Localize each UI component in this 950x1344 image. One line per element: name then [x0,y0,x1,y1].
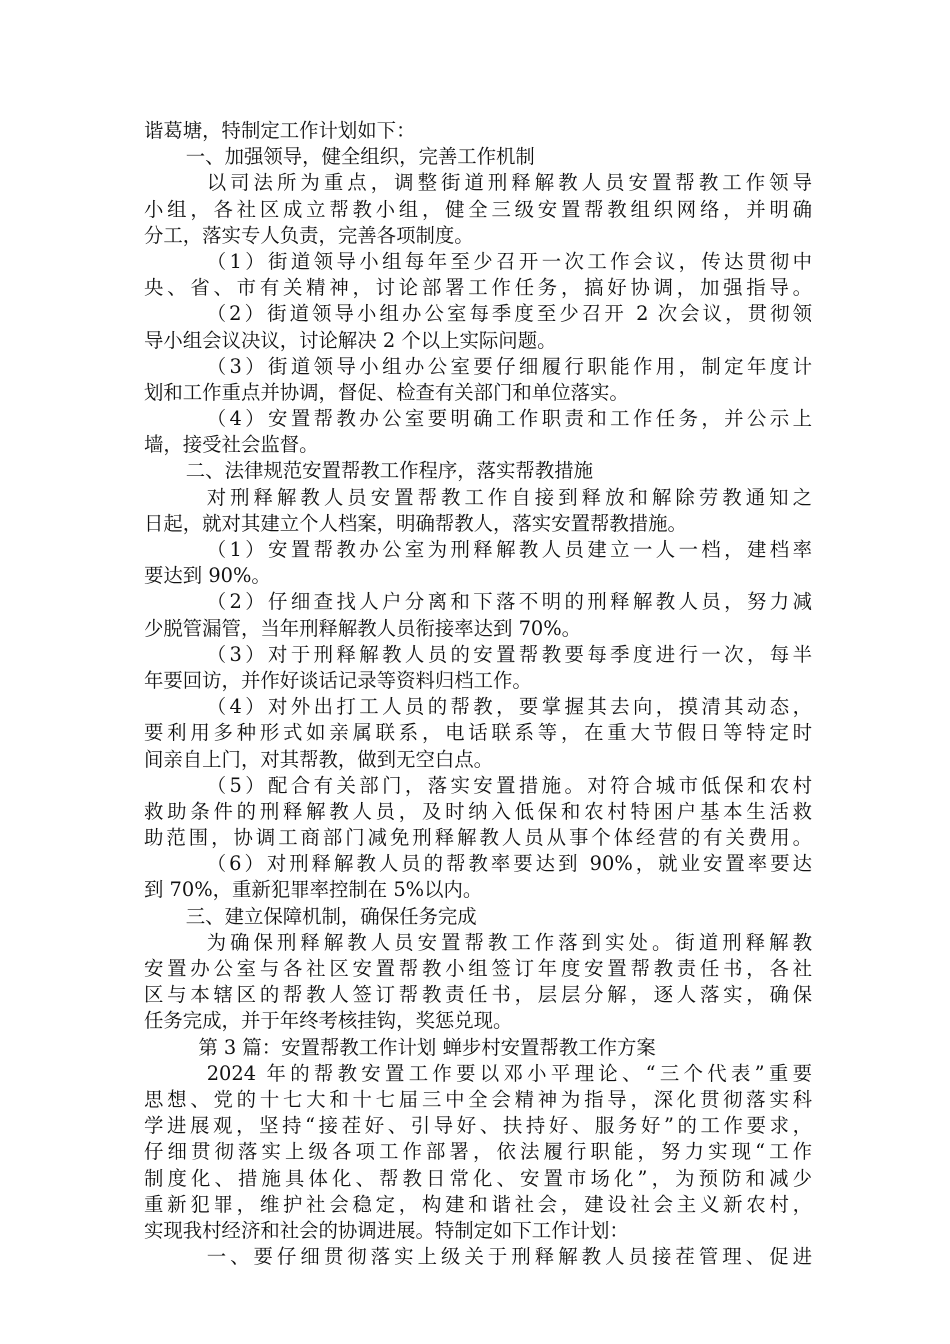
text-line: （2）仔细查找人户分离和下落不明的刑释解教人员，努力减 [206,590,812,614]
text-line: 分工，落实专人负责，完善各项制度。 [144,223,474,247]
text-line: 到 70%，重新犯罪率控制在 5%以内。 [144,878,483,902]
text-line: 墙，接受社会监督。 [144,433,319,457]
text-line: 划和工作重点并协调，督促、检查有关部门和单位落实。 [144,380,629,404]
text-line: 助范围，协调工商部门减免刑释解教人员从事个体经营的有关费用。 [144,826,812,850]
text-line: 安置办公室与各社区安置帮教小组签订年度安置帮教责任书，各社 [144,957,812,980]
text-line: （5）配合有关部门，落实安置措施。对符合城市低保和农村 [206,773,812,797]
text-line: （4）对外出打工人员的帮教，要掌握其去向，摸清其动态， [206,695,812,719]
text-line: （3）对于刑释解教人员的安置帮教要每季度进行一次，每半 [206,642,812,666]
text-line: 任务完成，并于年终考核挂钩，奖惩兑现。 [144,1009,513,1033]
text-line: 年要回访，并作好谈话记录等资料归档工作。 [144,668,532,692]
text-line: 一、要仔细贯彻落实上级关于刑释解教人员接茬管理、促进 [206,1245,812,1269]
text-line: 一、加强领导，健全组织，完善工作机制 [185,145,535,169]
text-line: 要达到 90%。 [144,564,271,588]
text-line: 日起，就对其建立个人档案，明确帮教人，落实安置帮教措施。 [144,511,687,535]
text-line: 谐葛塘，特制定工作计划如下： [144,119,416,142]
text-line: 第 3 篇：安置帮教工作计划 蝉步村安置帮教工作方案 [198,1035,656,1059]
text-line: 仔细贯彻落实上级各项工作部署，依法履行职能，努力实现“工作 [144,1140,812,1164]
text-line: 学进展观，坚持“接茬好、引导好、扶持好、服务好”的工作要求， [144,1114,812,1138]
text-line: 少脱管漏管，当年刑释解教人员衔接率达到 70%。 [144,616,582,640]
text-line: 重新犯罪，维护社会稳定，构建和谐社会，建设社会主义新农村， [144,1192,812,1216]
text-line: 导小组会议决议，讨论解决 2 个以上实际问题。 [144,328,557,352]
text-line: 三、建立保障机制，确保任务完成 [185,904,477,928]
text-line: 制度化、措施具体化、帮教日常化、安置市场化”，为预防和减少 [144,1166,812,1190]
text-line: 区与本辖区的帮教人签订帮教责任书，层层分解，逐人落实，确保 [144,983,812,1007]
text-line: 对刑释解教人员安置帮教工作自接到释放和解除劳教通知之 [206,485,812,509]
text-line: （3）街道领导小组办公室要仔细履行职能作用，制定年度计 [206,354,812,378]
text-line: 间亲自上门，对其帮教，做到无空白点。 [144,747,494,771]
document-body [144,118,812,1270]
text-line: 为确保刑释解教人员安置帮教工作落到实处。街道刑释解教 [206,930,812,954]
text-line: （1）街道领导小组每年至少召开一次工作会议，传达贯彻中 [206,249,812,273]
text-line: （4）安置帮教办公室要明确工作职责和工作任务，并公示上 [206,407,812,431]
text-line: 要利用多种形式如亲属联系，电话联系等，在重大节假日等特定时 [144,721,812,745]
text-line: 二、法律规范安置帮教工作程序，落实帮教措施 [185,459,593,483]
text-line: 救助条件的刑释解教人员，及时纳入低保和农村特困户基本生活救 [144,799,812,823]
text-line: 2024 年的帮教安置工作要以邓小平理论、“三个代表”重要 [206,1061,812,1085]
text-line: 实现我村经济和社会的协调进展。特制定如下工作计划： [144,1218,629,1242]
text-line: （1）安置帮教办公室为刑释解教人员建立一人一档，建档率 [206,538,812,561]
text-line: 思想、党的十七大和十七届三中全会精神为指导，深化贯彻落实科 [144,1087,812,1111]
text-line: （6）对刑释解教人员的帮教率要达到 90%，就业安置率要达 [206,852,812,876]
text-line: 央、省、市有关精神，讨论部署工作任务，搞好协调，加强指导。 [144,276,812,300]
text-line: 小组，各社区成立帮教小组，健全三级安置帮教组织网络，并明确 [144,197,812,221]
text-line: 以司法所为重点，调整街道刑释解教人员安置帮教工作领导 [206,171,812,195]
text-line: （2）街道领导小组办公室每季度至少召开 2 次会议，贯彻领 [206,302,812,326]
